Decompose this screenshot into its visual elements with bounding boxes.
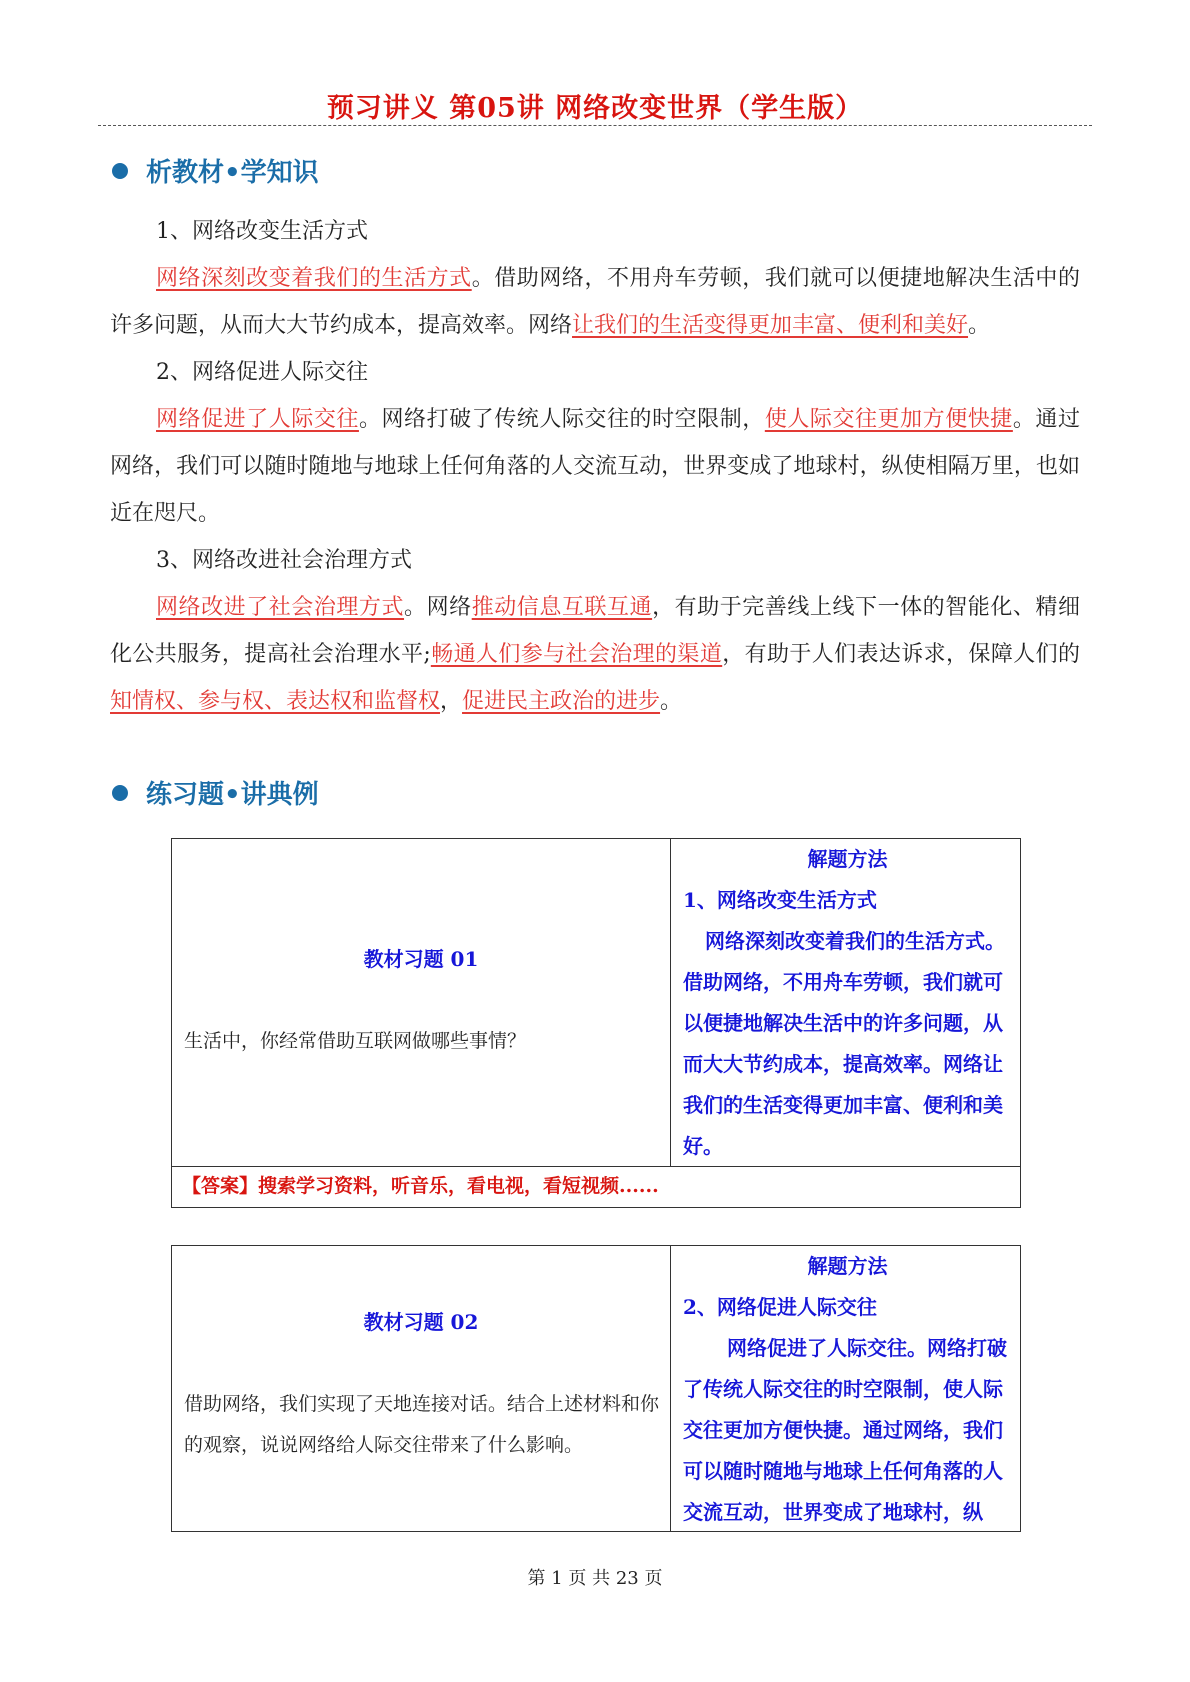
title-divider	[98, 125, 1092, 126]
key-point: 网络改进了社会治理方式	[156, 595, 405, 620]
text: 。网络	[404, 595, 472, 620]
key-point: 网络促进了人际交往	[156, 407, 359, 432]
method-subtitle: 2、网络促进人际交往	[683, 1295, 877, 1319]
text: 。通过网络，我们可以随时随地与地球上任何角落的人交流互动，世界变成了地球村，纵使相隔万里，也如近在咫尺。	[110, 407, 1080, 526]
text: 。	[968, 313, 991, 338]
method-subtitle: 1、网络改变生活方式	[683, 888, 877, 912]
method-cell	[671, 1246, 1020, 1531]
exercise-title: 教材习题 02	[363, 1310, 479, 1334]
question-cell	[172, 1246, 671, 1531]
exercise-box-1	[171, 838, 1021, 1208]
exercise-title: 教材习题 01	[363, 947, 479, 971]
method-title: 解题方法	[807, 847, 888, 871]
method-title: 解题方法	[807, 1254, 888, 1278]
method-cell	[671, 839, 1020, 1166]
item-title: 1、网络改变生活方式	[156, 219, 368, 244]
section-heading-text: 析教材•学知识	[146, 158, 319, 188]
section-heading-text: 练习题•讲典例	[146, 780, 319, 810]
knowledge-content	[110, 208, 1080, 725]
exercise-box-2	[171, 1245, 1021, 1532]
bullet-dot-icon	[112, 785, 128, 801]
text: ，有助于完善线上线下一体的智能化、精细化公共服务，提高社会治理水平;	[110, 595, 1080, 667]
key-point: 知情权、参与权、表达权和监督权	[110, 689, 441, 714]
item-title: 3、网络改进社会治理方式	[156, 548, 412, 573]
page-number: 第 1 页 共 23 页	[527, 1568, 663, 1589]
paragraph	[110, 584, 1080, 725]
text: ，有助于人们表达诉求，保障人们的	[722, 642, 1080, 667]
question-cell	[172, 839, 671, 1166]
section-heading-knowledge	[112, 152, 319, 189]
key-point: 促进民主政治的进步	[462, 689, 661, 714]
exercise-question: 借助网络，我们实现了天地连接对话。结合上述材料和你的观察，说说网络给人际交往带来了什么影响。	[184, 1393, 660, 1456]
section-heading-practice	[112, 774, 319, 811]
item-title: 2、网络促进人际交往	[156, 360, 368, 385]
paragraph	[110, 255, 1080, 349]
method-body: 网络促进了人际交往。网络打破了传统人际交往的时空限制，使人际交往更加方便快捷。通过网络，我们可以随时随地与地球上任何角落的人交流互动，世界变成了地球村，纵	[683, 1336, 1007, 1524]
text: 。借助网络，不用舟车劳顿，我们就可以便捷地解决生活中的许多问题，从而大大节约成本，提高效率。网络	[110, 266, 1080, 338]
key-point: 使人际交往更加方便快捷	[764, 407, 1013, 432]
exercise-question: 生活中，你经常借助互联网做哪些事情？	[184, 1030, 527, 1052]
text: ，	[440, 689, 463, 714]
answer-row: 【答案】搜索学习资料，听音乐，看电视，看短视频......	[172, 1166, 1020, 1206]
text: 。网络打破了传统人际交往的时空限制，	[358, 407, 765, 432]
key-point: 让我们的生活变得更加丰富、便利和美好	[572, 313, 969, 338]
page-title: 预习讲义 第05讲 网络改变世界（学生版）	[326, 93, 864, 124]
method-body: 网络深刻改变着我们的生活方式。借助网络，不用舟车劳顿，我们就可以便捷地解决生活中的许多问题，从而大大节约成本，提高效率。网络让我们的生活变得更加丰富、便利和美好。	[683, 929, 1005, 1158]
key-point: 推动信息互联互通	[471, 595, 653, 620]
text: 。	[660, 689, 683, 714]
key-point: 畅通人们参与社会治理的渠道	[430, 642, 723, 667]
key-point: 网络深刻改变着我们的生活方式	[156, 266, 472, 291]
bullet-dot-icon	[112, 163, 128, 179]
paragraph	[110, 396, 1080, 537]
